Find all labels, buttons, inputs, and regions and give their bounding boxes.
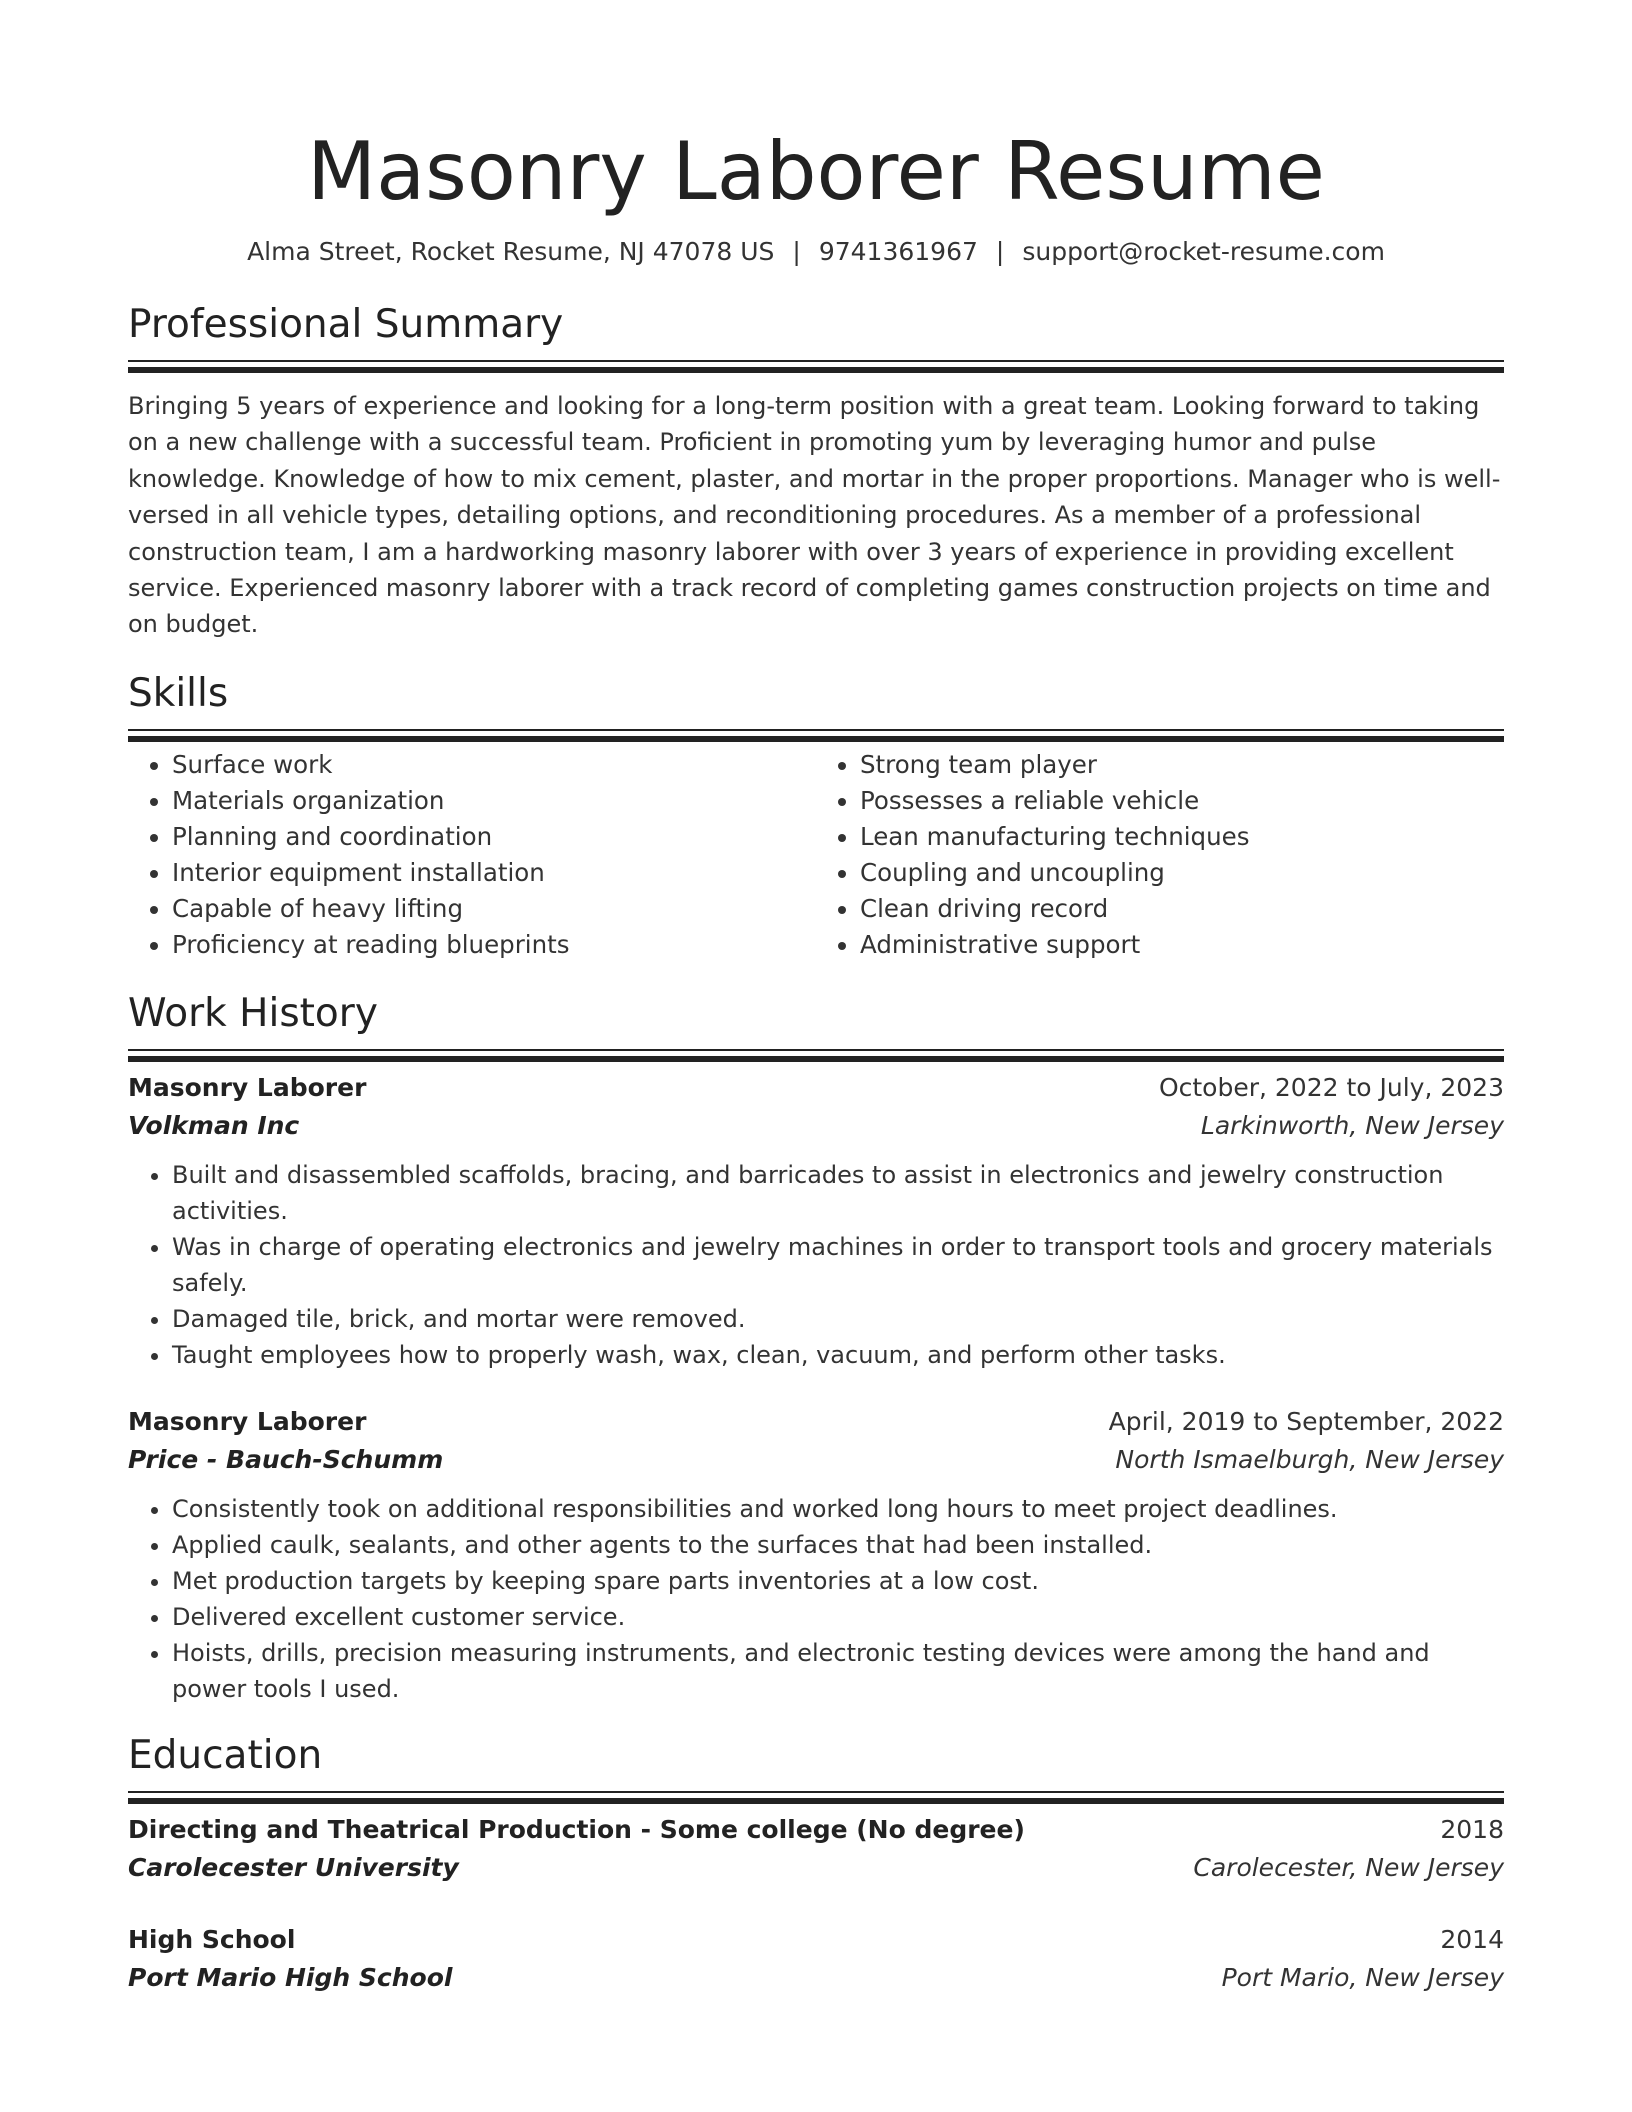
education-section (128, 1729, 1504, 1997)
summary-heading: Professional Summary (128, 302, 564, 347)
skills-grid (128, 747, 1504, 963)
section-divider (128, 729, 1504, 731)
contact-phone: 9741361967 (818, 237, 978, 266)
contact-email: support@rocket-resume.com (1022, 237, 1385, 266)
resume-title: Masonry Laborer Resume (307, 125, 1325, 218)
job-bullets (128, 1491, 1504, 1707)
job-company-row (128, 1107, 1504, 1145)
contact-separator: | (792, 237, 801, 266)
job-location: Larkinworth, New Jersey (1200, 1110, 1504, 1140)
education-location: Port Mario, New Jersey (1221, 1962, 1504, 1992)
contact-line (128, 234, 1504, 270)
education-location: Carolecester, New Jersey (1193, 1852, 1504, 1882)
skill-item: • Materials organization (172, 783, 816, 819)
job-bullet: • Was in charge of operating electronics and jewelry machines in order to transport tools and grocery materials safely. (172, 1229, 1504, 1301)
job-company: Price - Bauch-Schumm (128, 1444, 444, 1474)
job-header-row (128, 1069, 1504, 1107)
job-bullet: • Consistently took on additional responsibilities and worked long hours to meet project deadlines. (172, 1491, 1504, 1527)
job-bullets (128, 1157, 1504, 1373)
job-bullet: • Taught employees how to properly wash, wax, clean, vacuum, and perform other tasks. (172, 1337, 1504, 1373)
summary-section (128, 298, 1504, 643)
education-header-row (128, 1921, 1504, 1959)
section-divider (128, 1791, 1504, 1793)
job-title: Masonry Laborer (128, 1406, 367, 1436)
work-history-section (128, 987, 1504, 1707)
skill-item: • Lean manufacturing techniques (860, 819, 1504, 855)
education-school: Port Mario High School (128, 1962, 453, 1992)
skills-section (128, 667, 1504, 963)
education-body (128, 1811, 1504, 1997)
summary-body (128, 388, 1504, 643)
skills-list-right (816, 747, 1504, 963)
job-dates: October, 2022 to July, 2023 (1158, 1072, 1504, 1102)
job-location: North Ismaelburgh, New Jersey (1115, 1444, 1504, 1474)
skill-item: • Strong team player (860, 747, 1504, 783)
skills-heading: Skills (128, 670, 229, 716)
job-dates: April, 2019 to September, 2022 (1108, 1406, 1504, 1436)
education-school-row (128, 1959, 1504, 1997)
education-heading: Education (128, 1732, 323, 1778)
skill-item: • Interior equipment installation (172, 855, 816, 891)
work-history-body (128, 1069, 1504, 1707)
skill-item: • Capable of heavy lifting (172, 891, 816, 927)
education-degree: High School (128, 1924, 296, 1954)
job-bullet: • Built and disassembled scaffolds, bracing, and barricades to assist in electronics and jewelry construction activities. (172, 1157, 1504, 1229)
skill-item: • Coupling and uncoupling (860, 855, 1504, 891)
job-bullet: • Met production targets by keeping spare parts inventories at a low cost. (172, 1563, 1504, 1599)
education-entry (128, 1921, 1504, 1997)
education-school: Carolecester University (128, 1852, 459, 1882)
skill-item: • Administrative support (860, 927, 1504, 963)
job-header-row (128, 1403, 1504, 1441)
education-degree: Directing and Theatrical Production - Some college (No degree) (128, 1814, 1025, 1844)
contact-separator: | (995, 237, 1005, 266)
job-entry (128, 1069, 1504, 1373)
work-history-heading: Work History (128, 990, 378, 1036)
job-bullet: • Delivered excellent customer service. (172, 1599, 1504, 1635)
skill-item: • Clean driving record (860, 891, 1504, 927)
job-title: Masonry Laborer (128, 1072, 367, 1102)
job-bullet: • Damaged tile, brick, and mortar were removed. (172, 1301, 1504, 1337)
education-school-row (128, 1849, 1504, 1887)
education-entry (128, 1811, 1504, 1887)
education-header-row (128, 1811, 1504, 1849)
job-bullet: • Applied caulk, sealants, and other agents to the surfaces that had been installed. (172, 1527, 1504, 1563)
skill-item: • Planning and coordination (172, 819, 816, 855)
education-year: 2018 (1440, 1814, 1504, 1844)
skills-list-left (128, 747, 816, 963)
skill-item: • Proficiency at reading blueprints (172, 927, 816, 963)
section-divider (128, 360, 1504, 362)
job-company: Volkman Inc (128, 1110, 300, 1140)
summary-text: Bringing 5 years of experience and looking for a long-term position with a great team. Looking forward to taking on a new challenge with a successful team. Proficient in promoting yum by leveraging humor and pulse knowledge. Knowledge of how to mix cement, plaster, and mortar in the proper proportions. Manager who is well-versed in all vehicle types, detailing options, and reconditioning procedures. As a member of a professional construction team, I am a hardworking masonry laborer with over 3 years of experience in providing excellent service. Experienced masonry laborer with a track record of completing games construction projects on time and on budget. (128, 392, 1501, 639)
job-company-row (128, 1441, 1504, 1479)
skill-item: • Surface work (172, 747, 816, 783)
education-year: 2014 (1440, 1924, 1504, 1954)
job-entry (128, 1403, 1504, 1707)
section-divider (128, 1049, 1504, 1051)
contact-address: Alma Street, Rocket Resume, NJ 47078 US (247, 237, 775, 266)
job-bullet: • Hoists, drills, precision measuring instruments, and electronic testing devices were among the hand and power tools I used. (172, 1635, 1504, 1707)
skill-item: • Possesses a reliable vehicle (860, 783, 1504, 819)
